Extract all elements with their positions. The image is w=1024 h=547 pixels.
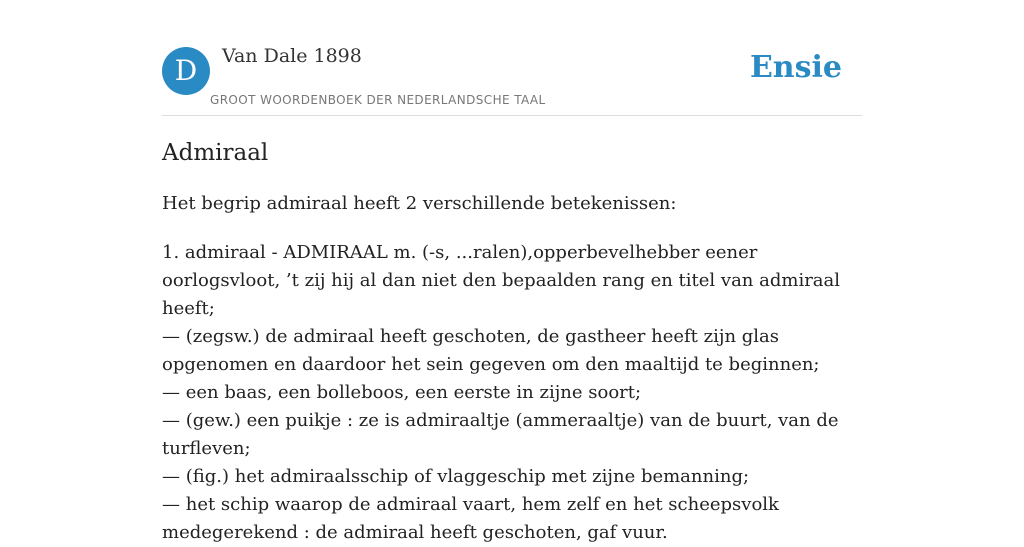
dictionary-title[interactable]: Van Dale 1898 — [222, 45, 362, 67]
definition-text — [162, 239, 862, 547]
definition-line: — het schip waarop de admiraal vaart, hem zelf en het scheepsvolk medegerekend : de admiraal heeft geschoten, gaf vuur. — [162, 494, 779, 543]
definition-line: — (gew.) een puikje : ze is admiraaltje (ammeraaltje) van de buurt, van de turfleven; — [162, 410, 839, 459]
dictionary-logo-icon[interactable]: D — [162, 47, 210, 95]
entry-intro: Het begrip admiraal heeft 2 verschillende betekenissen: — [162, 193, 677, 214]
page — [162, 0, 862, 543]
definition-line: 1. admiraal - ADMIRAAL m. (-s, ...ralen),opperbevelhebber eener oorlogsvloot, ’t zij hij al dan niet den bepaalden rang en titel van admiraal heeft; — [162, 242, 841, 319]
definition-line: — (fig.) het admiraalsschip of vlaggeschip met zijne bemanning; — [162, 466, 750, 487]
dictionary-header — [162, 0, 862, 116]
dictionary-subtitle: GROOT WOORDENBOEK DER NEDERLANDSCHE TAAL — [210, 93, 546, 107]
entry-title: Admiraal — [162, 140, 269, 166]
definition-line: — een baas, een bolleboos, een eerste in zijne soort; — [162, 382, 642, 403]
ensie-logo-link[interactable]: Ensie — [749, 50, 842, 85]
definition-line: — (zegsw.) de admiraal heeft geschoten, de gastheer heeft zijn glas opgenomen en daardoor het sein gegeven om den maaltijd te beginnen; — [162, 326, 820, 375]
